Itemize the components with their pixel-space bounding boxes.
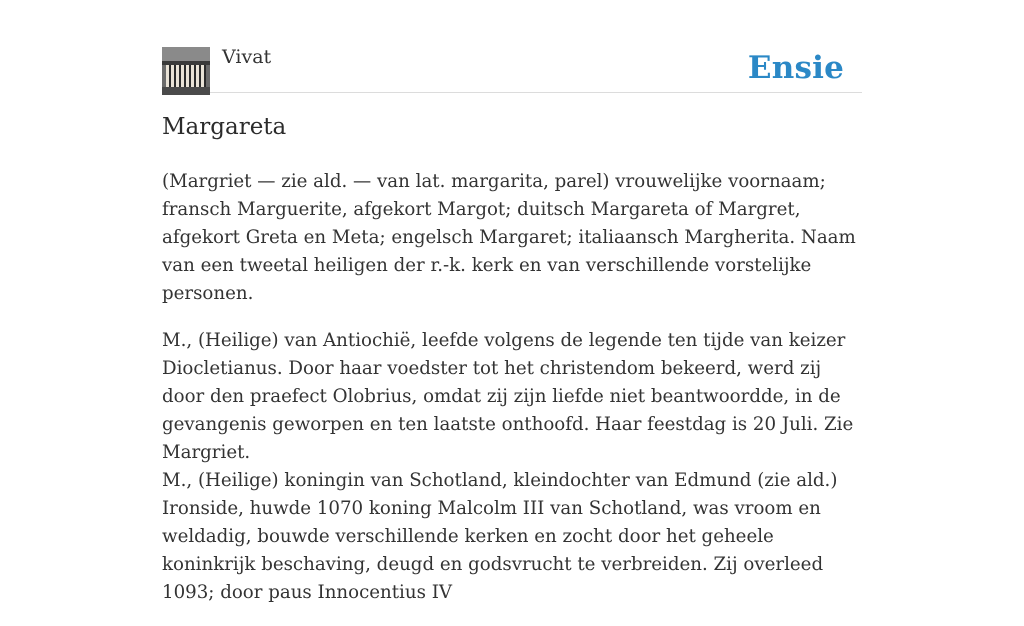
article-paragraph: M., (Heilige) koningin van Schotland, kleindochter van Edmund (zie ald.) Ironside, huwde 1070 koning Malcolm III van Schotland, was vroom en weldadig, bouwde verschillende kerken en zocht door het geheele koninkrijk beschaving, deugd en godsvrucht te verbreiden. Zij overleed 1093; door paus Innocentius IV: [162, 470, 838, 603]
page-title: Margareta: [162, 114, 287, 140]
article-paragraph: (Margriet — zie ald. — van lat. margarita, parel) vrouwelijke voornaam; fransch Marguerite, afgekort Margot; duitsch Margareta of Margret, afgekort Greta en Meta; engelsch Margaret; italiaansch Margherita. Naam van een tweetal heiligen der r.-k. kerk en van verschillende vorstelijke personen.: [162, 171, 856, 304]
article-body: [162, 168, 862, 626]
books-photo-icon: [162, 47, 210, 95]
site-logo[interactable]: Ensie: [747, 50, 844, 86]
author-name[interactable]: Vivat: [222, 46, 272, 68]
article-paragraph: M., (Heilige) van Antiochië, leefde volgens de legende ten tijde van keizer Diocletianus. Door haar voedster tot het christendom bekeerd, werd zij door den praefect Olobrius, omdat zij zijn liefde niet beantwoordde, in de gevangenis geworpen en ten laatste onthoofd. Haar feestdag is 20 Juli. Zie Margriet.: [162, 330, 854, 463]
site-header: [162, 44, 862, 93]
author-avatar[interactable]: [162, 47, 210, 95]
